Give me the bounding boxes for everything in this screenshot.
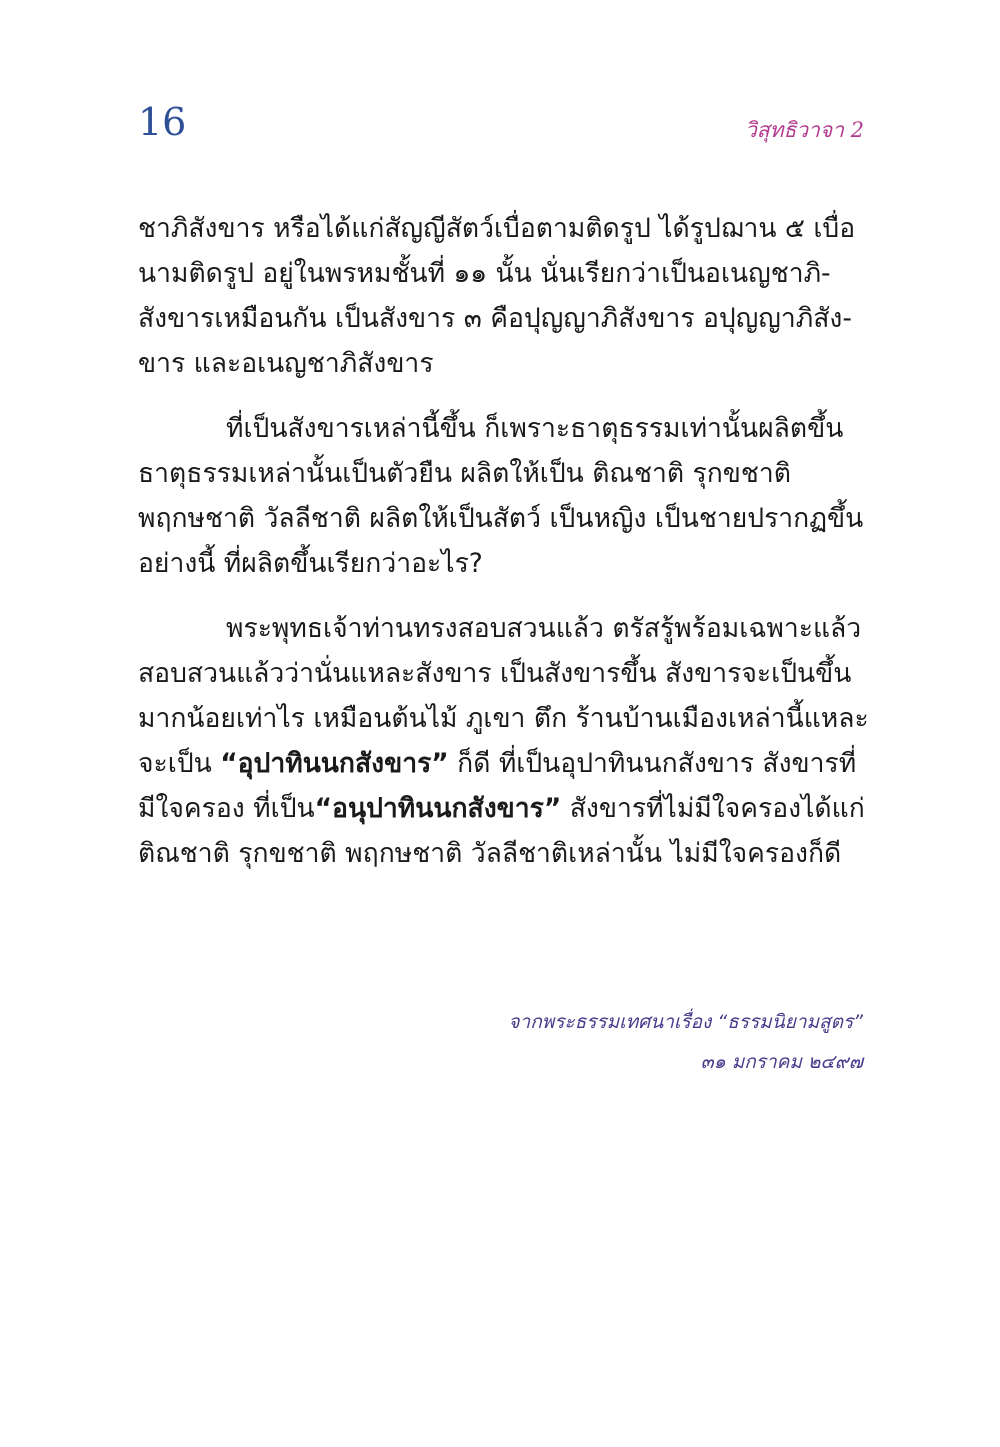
text-line: พระพุทธเจ้าท่านทรงสอบสวนแล้ว ตรัสรู้พร้อมเฉพาะแล้ว <box>226 613 862 644</box>
text-line <box>138 786 865 831</box>
text-segment: มีใจครอง ที่เป็น <box>138 793 315 824</box>
source-title: จากพระธรรมเทศนาเรื่อง “ธรรมนิยามสูตร” <box>508 1011 863 1033</box>
text-line <box>138 741 860 786</box>
bold-term-upadinnaka: “อุปาทินนกสังขาร” <box>220 748 449 779</box>
text-line: ขาร และอเนญชาภิสังขาร <box>138 348 434 379</box>
paragraph-1 <box>138 206 860 386</box>
text-line: ชาภิสังขาร หรือได้แก่สัญญีสัตว์เบื่อตามติดรูป ได้รูปฌาน ๕ เบื่อ <box>138 213 856 244</box>
page-body <box>138 206 869 896</box>
text-line: พฤกษชาติ วัลลีชาติ ผลิตให้เป็นสัตว์ เป็นหญิง เป็นชายปรากฏขึ้น <box>138 503 864 534</box>
running-title: วิสุทธิวาจา 2 <box>745 118 864 142</box>
text-line: ติณชาติ รุกขชาติ พฤกษชาติ วัลลีชาติเหล่านั้น ไม่มีใจครองก็ดี <box>138 838 842 869</box>
source-citation <box>508 1002 863 1082</box>
paragraph-2 <box>138 406 864 586</box>
paragraph-3 <box>138 606 869 876</box>
text-segment: สังขารที่ไม่มีใจครองได้แก่ <box>561 793 865 824</box>
text-line: ธาตุธรรมเหล่านั้นเป็นตัวยืน ผลิตให้เป็น ติณชาติ รุกขชาติ <box>138 458 791 489</box>
bold-term-anupadinnaka: “อนุปาทินนกสังขาร” <box>314 793 562 824</box>
page-number: 16 <box>138 100 187 144</box>
text-line: สังขารเหมือนกัน เป็นสังขาร ๓ คือปุญญาภิสังขาร อปุญญาภิสัง- <box>138 303 852 334</box>
text-line: มากน้อยเท่าไร เหมือนต้นไม้ ภูเขา ตึก ร้านบ้านเมืองเหล่านี้แหละ <box>138 703 869 734</box>
source-date: ๓๑ มกราคม ๒๔๙๗ <box>700 1051 863 1073</box>
text-segment: ก็ดี ที่เป็นอุปาทินนกสังขาร สังขารที่ <box>448 748 857 779</box>
page-header <box>138 100 864 160</box>
text-line: อย่างนี้ ที่ผลิตขึ้นเรียกว่าอะไร? <box>138 548 483 579</box>
text-segment: จะเป็น <box>138 748 221 779</box>
text-line: ที่เป็นสังขารเหล่านี้ขึ้น ก็เพราะธาตุธรรมเท่านั้นผลิตขึ้น <box>226 413 844 444</box>
text-line: สอบสวนแล้วว่านั่นแหละสังขาร เป็นสังขารขึ้น สังขารจะเป็นขึ้น <box>138 658 852 689</box>
text-line: นามติดรูป อยู่ในพรหมชั้นที่ ๑๑ นั้น นั่นเรียกว่าเป็นอเนญชาภิ- <box>138 258 831 289</box>
